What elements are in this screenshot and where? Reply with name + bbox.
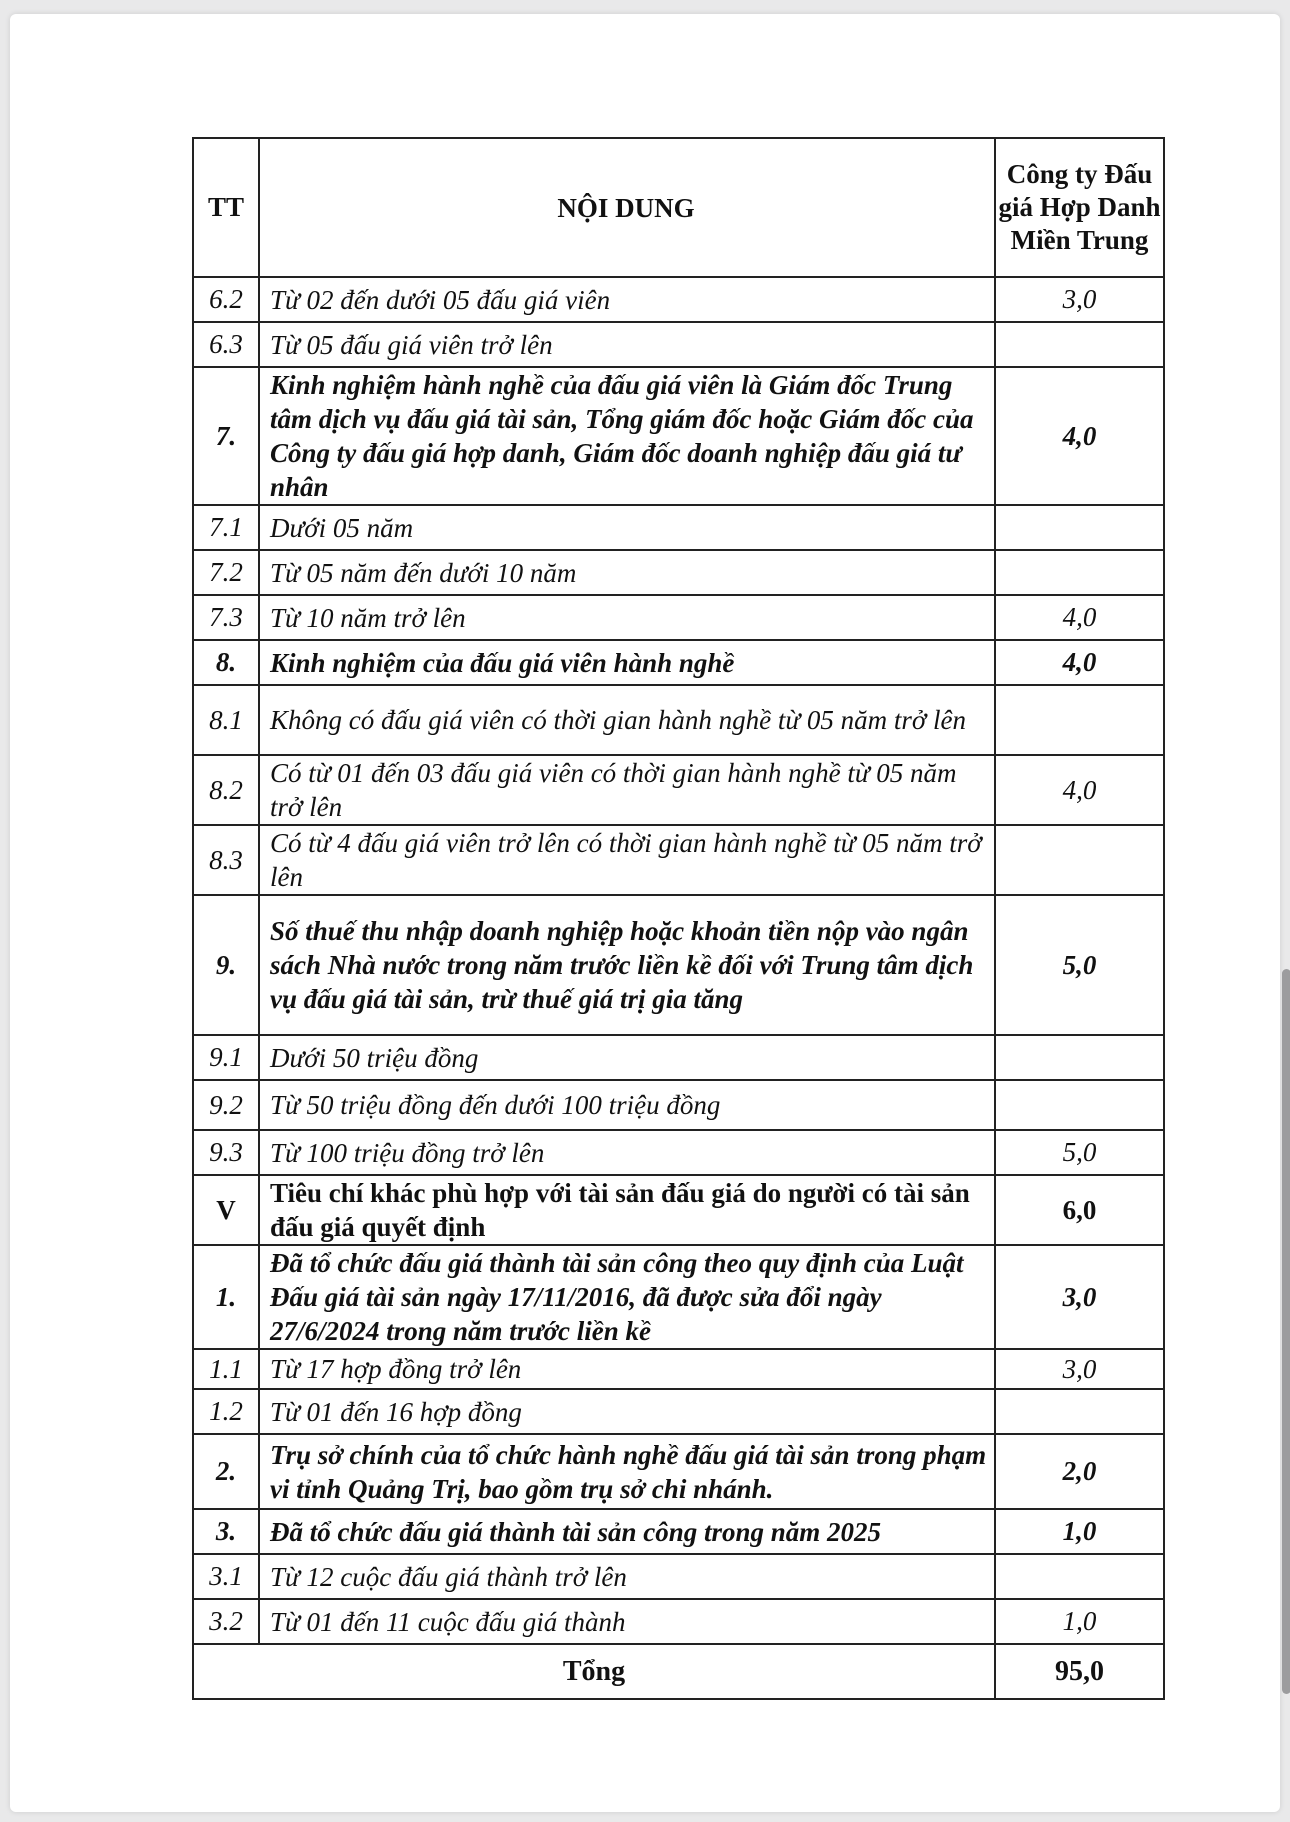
row-tt: 9.1 <box>193 1035 259 1080</box>
row-tt: 6.2 <box>193 277 259 322</box>
row-content: Từ 05 năm đến dưới 10 năm <box>259 550 995 595</box>
table-row <box>193 1080 1164 1130</box>
header-score: Công ty Đấu giá Hợp Danh Miền Trung <box>995 138 1164 277</box>
row-score <box>995 1080 1164 1130</box>
total-row <box>193 1644 1164 1699</box>
row-score: 3,0 <box>995 1349 1164 1389</box>
row-content: Dưới 05 năm <box>259 505 995 550</box>
row-score <box>995 322 1164 367</box>
row-score <box>995 1389 1164 1434</box>
header-tt: TT <box>193 138 259 277</box>
row-score <box>995 1035 1164 1080</box>
table-row <box>193 1245 1164 1349</box>
row-score: 3,0 <box>995 277 1164 322</box>
total-score: 95,0 <box>995 1644 1164 1699</box>
row-tt: 1. <box>193 1245 259 1349</box>
table-row <box>193 550 1164 595</box>
row-score: 4,0 <box>995 640 1164 685</box>
table-row <box>193 640 1164 685</box>
table-row <box>193 595 1164 640</box>
row-content: Dưới 50 triệu đồng <box>259 1035 995 1080</box>
row-score: 5,0 <box>995 1130 1164 1175</box>
row-content: Trụ sở chính của tổ chức hành nghề đấu giá tài sản trong phạm vi tỉnh Quảng Trị, bao gồm trụ sở chi nhánh. <box>259 1434 995 1509</box>
row-score: 3,0 <box>995 1245 1164 1349</box>
row-content: Từ 01 đến 11 cuộc đấu giá thành <box>259 1599 995 1644</box>
table-row <box>193 277 1164 322</box>
table-row <box>193 505 1164 550</box>
row-score: 2,0 <box>995 1434 1164 1509</box>
row-tt: 8.3 <box>193 825 259 895</box>
row-score: 1,0 <box>995 1599 1164 1644</box>
scoring-table <box>192 137 1165 1700</box>
row-score: 4,0 <box>995 367 1164 505</box>
row-content: Từ 01 đến 16 hợp đồng <box>259 1389 995 1434</box>
table-row <box>193 1599 1164 1644</box>
row-content: Có từ 4 đấu giá viên trở lên có thời gian hành nghề từ 05 năm trở lên <box>259 825 995 895</box>
row-tt: 6.3 <box>193 322 259 367</box>
table-body <box>193 277 1164 1644</box>
row-tt: 9. <box>193 895 259 1035</box>
row-tt: 8. <box>193 640 259 685</box>
row-score <box>995 685 1164 755</box>
row-tt: 1.2 <box>193 1389 259 1434</box>
row-tt: 7.2 <box>193 550 259 595</box>
vertical-scrollbar[interactable] <box>1282 969 1290 1694</box>
header-content: NỘI DUNG <box>259 138 995 277</box>
table-row <box>193 367 1164 505</box>
row-tt: 3.2 <box>193 1599 259 1644</box>
row-tt: 8.2 <box>193 755 259 825</box>
row-content: Không có đấu giá viên có thời gian hành nghề từ 05 năm trở lên <box>259 685 995 755</box>
table-row <box>193 755 1164 825</box>
table-row <box>193 1349 1164 1389</box>
table-row <box>193 322 1164 367</box>
table-row <box>193 1175 1164 1245</box>
row-tt: 2. <box>193 1434 259 1509</box>
row-score: 5,0 <box>995 895 1164 1035</box>
row-score <box>995 505 1164 550</box>
row-content: Từ 10 năm trở lên <box>259 595 995 640</box>
table-row <box>193 1130 1164 1175</box>
row-tt: 9.3 <box>193 1130 259 1175</box>
row-tt: 3.1 <box>193 1554 259 1599</box>
row-content: Kinh nghiệm của đấu giá viên hành nghề <box>259 640 995 685</box>
row-content: Từ 05 đấu giá viên trở lên <box>259 322 995 367</box>
table-row <box>193 1035 1164 1080</box>
row-tt: 7. <box>193 367 259 505</box>
row-content: Từ 50 triệu đồng đến dưới 100 triệu đồng <box>259 1080 995 1130</box>
table-row <box>193 825 1164 895</box>
row-content: Từ 12 cuộc đấu giá thành trở lên <box>259 1554 995 1599</box>
table-row <box>193 685 1164 755</box>
table-header-row <box>193 138 1164 277</box>
row-score <box>995 825 1164 895</box>
row-score <box>995 1554 1164 1599</box>
row-content: Đã tổ chức đấu giá thành tài sản công trong năm 2025 <box>259 1509 995 1554</box>
row-content: Đã tổ chức đấu giá thành tài sản công theo quy định của Luật Đấu giá tài sản ngày 17/11/2016, đã được sửa đổi ngày 27/6/2024 trong năm trước liền kề <box>259 1245 995 1349</box>
table-row <box>193 1554 1164 1599</box>
table-row <box>193 1389 1164 1434</box>
row-tt: 7.1 <box>193 505 259 550</box>
row-content: Tiêu chí khác phù hợp với tài sản đấu giá do người có tài sản đấu giá quyết định <box>259 1175 995 1245</box>
row-content: Số thuế thu nhập doanh nghiệp hoặc khoản tiền nộp vào ngân sách Nhà nước trong năm trước liền kề đối với Trung tâm dịch vụ đấu giá tài sản, trừ thuế giá trị gia tăng <box>259 895 995 1035</box>
total-label: Tổng <box>193 1644 995 1699</box>
row-score: 6,0 <box>995 1175 1164 1245</box>
table-row <box>193 1434 1164 1509</box>
row-content: Có từ 01 đến 03 đấu giá viên có thời gian hành nghề từ 05 năm trở lên <box>259 755 995 825</box>
row-tt: 1.1 <box>193 1349 259 1389</box>
row-tt: V <box>193 1175 259 1245</box>
row-content: Từ 100 triệu đồng trở lên <box>259 1130 995 1175</box>
row-tt: 9.2 <box>193 1080 259 1130</box>
row-score: 4,0 <box>995 755 1164 825</box>
row-content: Kinh nghiệm hành nghề của đấu giá viên là Giám đốc Trung tâm dịch vụ đấu giá tài sản, Tổng giám đốc hoặc Giám đốc của Công ty đấu giá hợp danh, Giám đốc doanh nghiệp đấu giá tư nhân <box>259 367 995 505</box>
row-score: 4,0 <box>995 595 1164 640</box>
row-tt: 8.1 <box>193 685 259 755</box>
row-score: 1,0 <box>995 1509 1164 1554</box>
table-row <box>193 1509 1164 1554</box>
row-tt: 3. <box>193 1509 259 1554</box>
row-content: Từ 17 hợp đồng trở lên <box>259 1349 995 1389</box>
row-tt: 7.3 <box>193 595 259 640</box>
row-score <box>995 550 1164 595</box>
table-row <box>193 895 1164 1035</box>
row-content: Từ 02 đến dưới 05 đấu giá viên <box>259 277 995 322</box>
